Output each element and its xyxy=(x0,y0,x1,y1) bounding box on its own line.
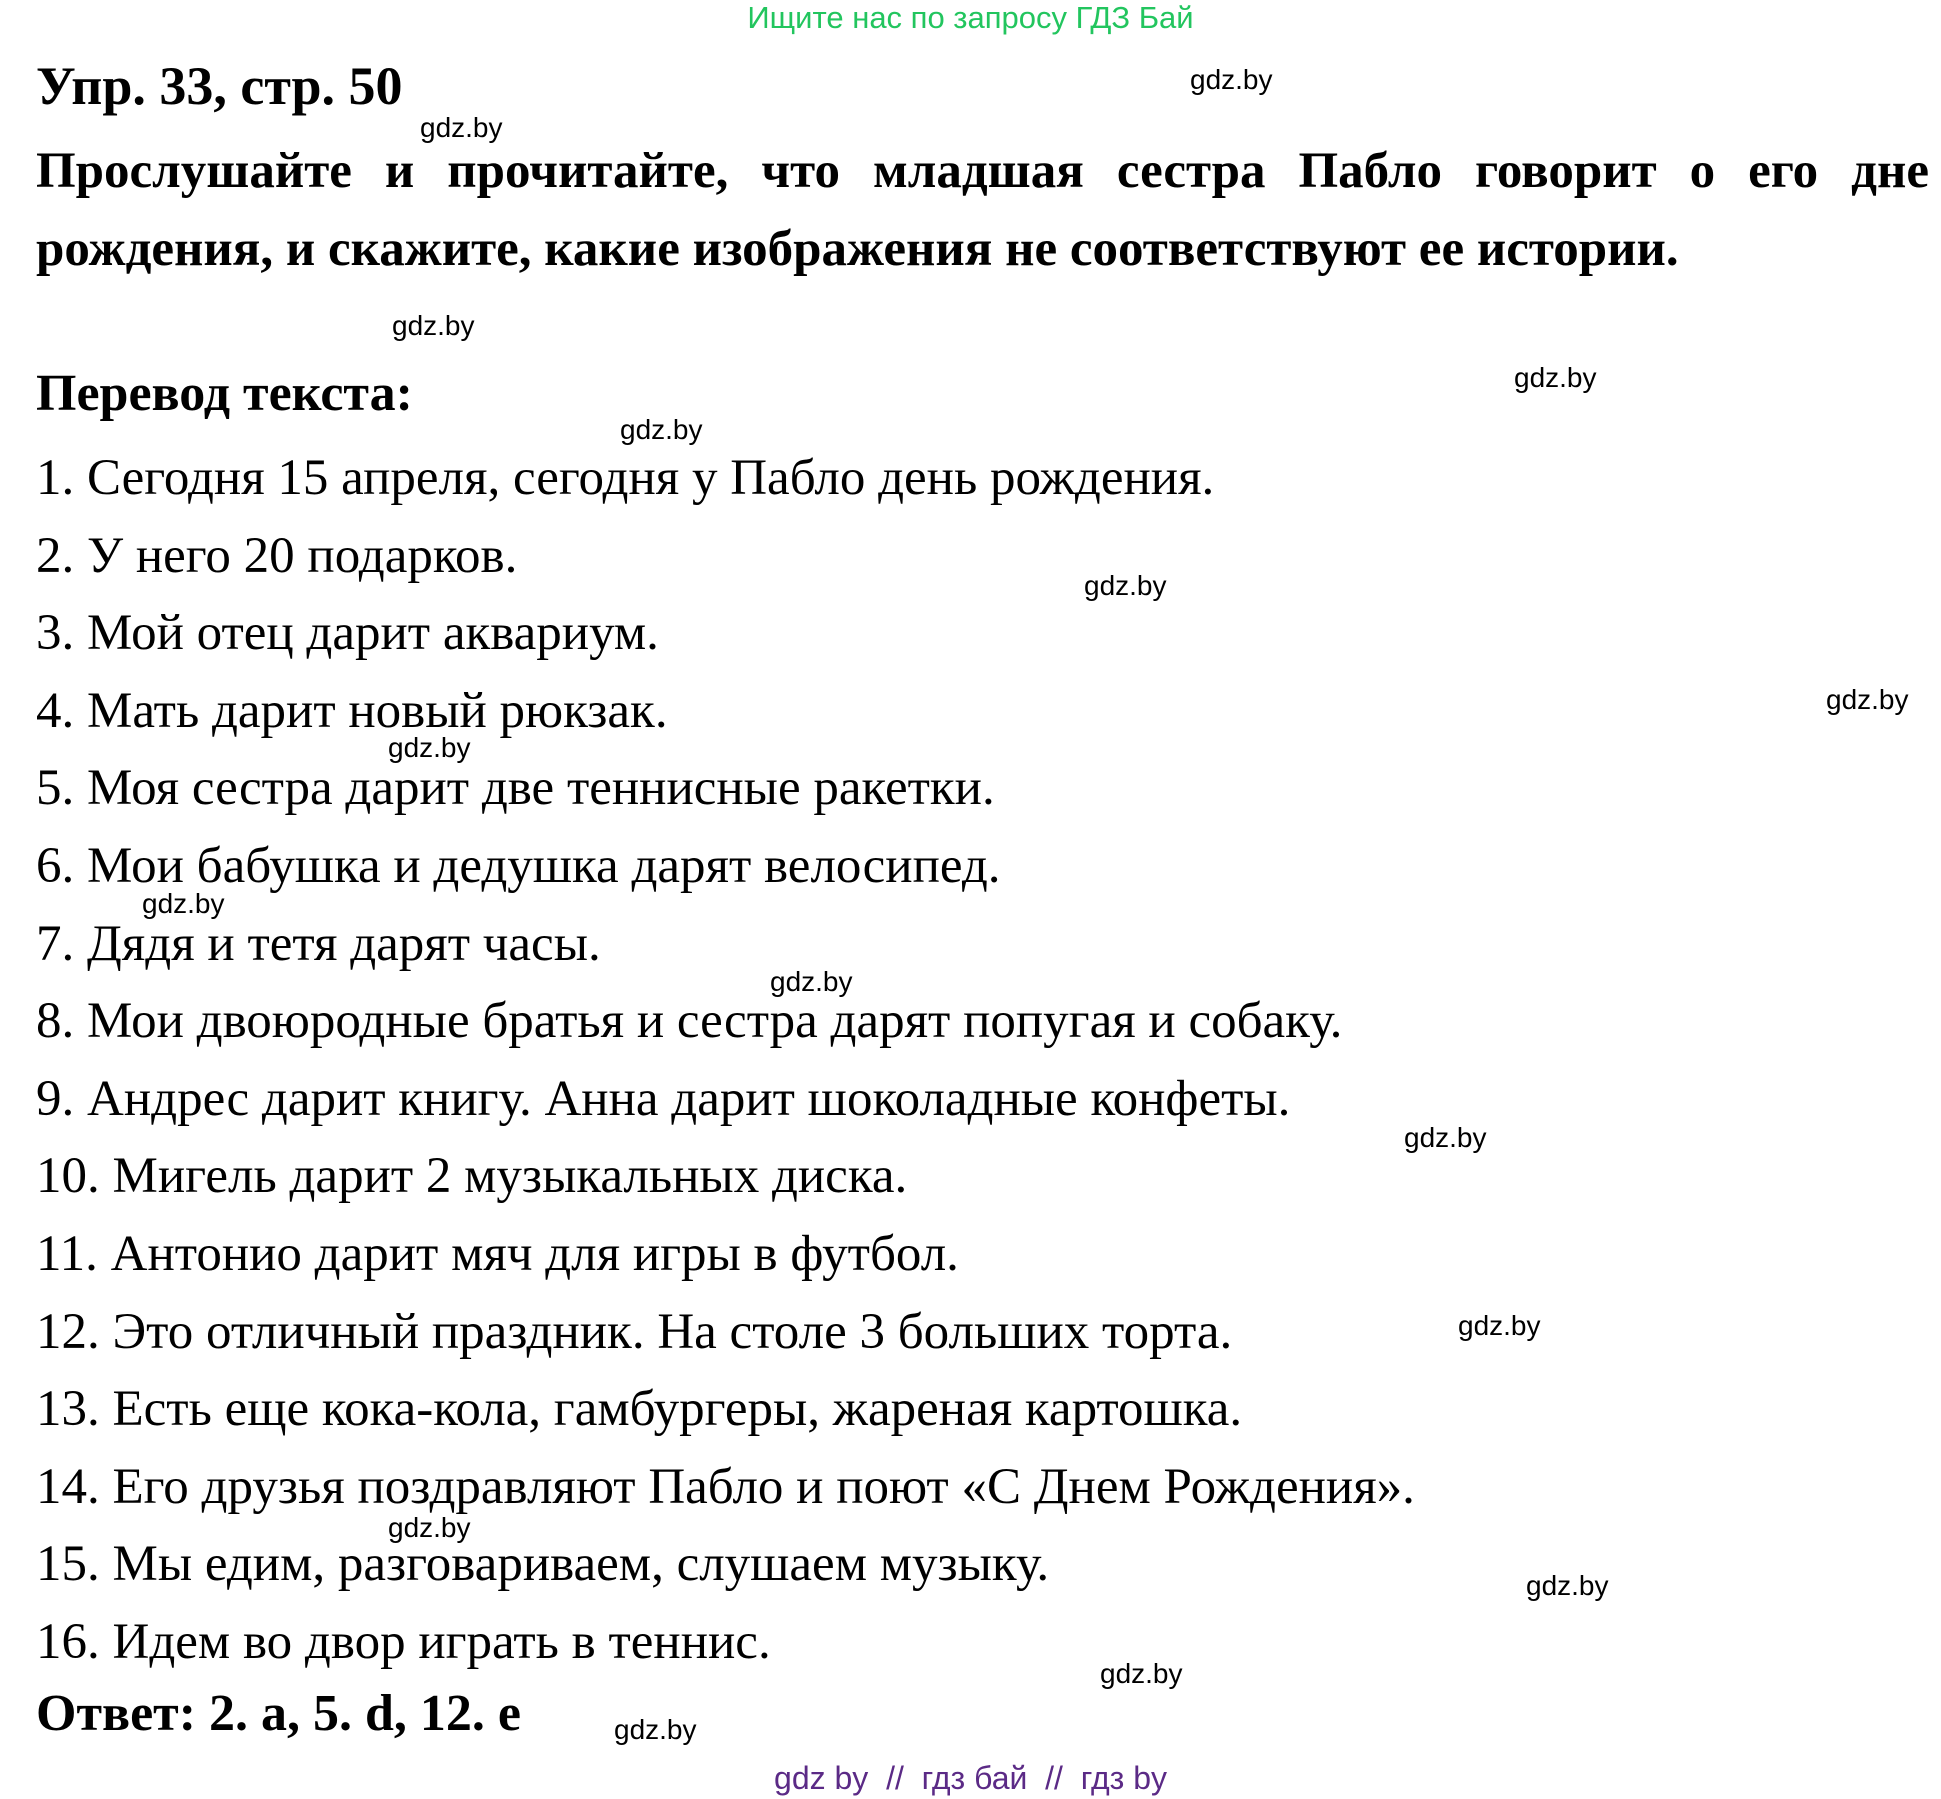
translation-line: 7. Дядя и тетя дарят часы. xyxy=(36,915,601,972)
translation-lines xyxy=(36,440,1415,1682)
translation-line: 14. Его друзья поздравляют Пабло и поют «С Днем Рождения». xyxy=(36,1458,1415,1515)
watermark: gdz.by xyxy=(1458,1310,1541,1341)
translation-line: 3. Мой отец дарит аквариум. xyxy=(36,605,659,662)
translation-heading: Перевод текста: xyxy=(36,365,413,422)
watermark: gdz.by xyxy=(1514,362,1597,393)
translation-line: 16. Идем во двор играть в теннис. xyxy=(36,1613,771,1670)
translation-line: 11. Антонио дарит мяч для игры в футбол. xyxy=(36,1225,959,1282)
translation-line: 1. Сегодня 15 апреля, сегодня у Пабло день рождения. xyxy=(36,450,1215,506)
watermark: gdz.by xyxy=(1404,1122,1487,1153)
translation-line: 12. Это отличный праздник. На столе 3 больших торта. xyxy=(36,1303,1233,1360)
translation-line: 9. Андрес дарит книгу. Анна дарит шоколадные конфеты. xyxy=(36,1070,1291,1127)
watermark: gdz.by xyxy=(620,414,703,445)
watermark: gdz.by xyxy=(1100,1658,1183,1689)
exercise-title: Упр. 33, стр. 50 xyxy=(36,56,403,116)
translation-line: 10. Мигель дарит 2 музыкальных диска. xyxy=(36,1148,908,1205)
watermark: gdz.by xyxy=(1084,570,1167,601)
top-banner: Ищите нас по запросу ГДЗ Бай xyxy=(747,0,1194,35)
watermark: gdz.by xyxy=(1190,64,1273,95)
translation-line: 8. Мои двоюродные братья и сестра дарят попугая и собаку. xyxy=(36,993,1343,1050)
translation-line: 5. Моя сестра дарит две теннисные ракетки. xyxy=(36,760,995,817)
watermark: gdz.by xyxy=(770,966,853,997)
watermark: gdz.by xyxy=(420,112,503,143)
task-text: Прослушайте и прочитайте, что младшая сестра Пабло говорит о его дне рождения, и скажите, какие изображения не соответствуют ее истории. xyxy=(36,143,1929,277)
watermark: gdz.by xyxy=(1526,1570,1609,1601)
translation-line: 15. Мы едим, разговариваем, слушаем музыку. xyxy=(36,1536,1050,1593)
answer: Ответ: 2. a, 5. d, 12. e xyxy=(36,1685,522,1742)
translation-line: 2. У него 20 подарков. xyxy=(36,527,518,584)
watermark: gdz.by xyxy=(392,310,475,341)
translation-line: 13. Есть еще кока-кола, гамбургеры, жареная картошка. xyxy=(36,1381,1243,1438)
watermark: gdz.by xyxy=(388,1512,471,1543)
watermark: gdz.by xyxy=(142,888,225,919)
translation-line: 6. Мои бабушка и дедушка дарят велосипед. xyxy=(36,837,1001,894)
watermark: gdz.by xyxy=(1826,684,1909,715)
footer-links: gdz by // гдз бай // гдз by xyxy=(774,1760,1167,1796)
watermark: gdz.by xyxy=(614,1714,697,1745)
watermark: gdz.by xyxy=(388,732,471,763)
translation-line: 4. Мать дарит новый рюкзак. xyxy=(36,682,668,739)
